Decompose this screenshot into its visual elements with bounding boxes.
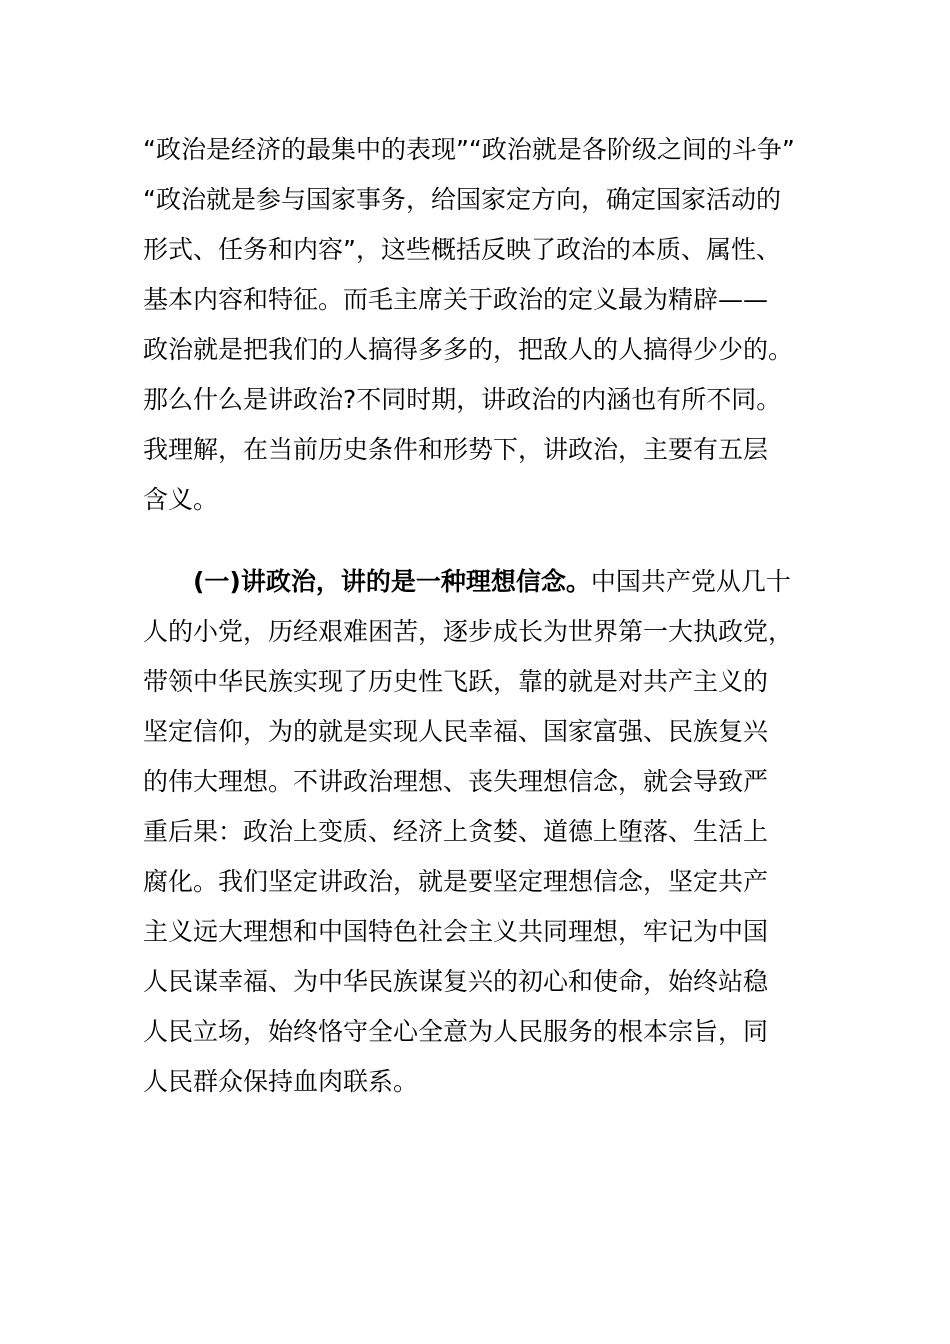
text-line: 重后果：政治上变质、经济上贪婪、道德上堕落、生活上 <box>143 817 769 846</box>
text-line: 的伟大理想。不讲政治理想、丧失理想信念，就会导致严 <box>143 767 769 796</box>
text-line: 含义。 <box>143 485 219 514</box>
text-line: 我理解，在当前历史条件和形势下，讲政治，主要有五层 <box>143 435 769 464</box>
text-line: 人民立场，始终恪守全心全意为人民服务的根本宗旨，同 <box>143 1017 769 1046</box>
text-line: 政治就是把我们的人搞得多多的，把敌人的人搞得少少的。 <box>143 335 794 364</box>
heading-continuation: 中国共产党从几十 <box>590 567 791 596</box>
paragraph-politics-definition <box>143 125 823 525</box>
paragraph-ideals-beliefs <box>143 557 823 1107</box>
text-line-first <box>143 557 823 607</box>
section-heading: (一)讲政治，讲的是一种理想信念。 <box>193 567 591 596</box>
text-line: 那么什么是讲政治?不同时期，讲政治的内涵也有所不同。 <box>143 385 782 414</box>
text-line: 人民群众保持血肉联系。 <box>143 1067 419 1096</box>
text-line: “政治是经济的最集中的表现”“政治就是各阶级之间的斗争” <box>143 135 795 164</box>
text-line: 人民谋幸福、为中华民族谋复兴的初心和使命，始终站稳 <box>143 967 769 996</box>
text-line: “政治就是参与国家事务，给国家定方向，确定国家活动的 <box>143 185 781 214</box>
text-line: 腐化。我们坚定讲政治，就是要坚定理想信念，坚定共产 <box>143 867 769 896</box>
text-line: 形式、任务和内容”，这些概括反映了政治的本质、属性、 <box>143 235 781 264</box>
text-line: 带领中华民族实现了历史性飞跃，靠的就是对共产主义的 <box>143 667 769 696</box>
text-line: 主义远大理想和中国特色社会主义共同理想，牢记为中国 <box>143 917 769 946</box>
text-line: 坚定信仰，为的就是实现人民幸福、国家富强、民族复兴 <box>143 717 769 746</box>
text-line: 基本内容和特征。而毛主席关于政治的定义最为精辟—— <box>143 285 769 314</box>
text-line: 人的小党，历经艰难困苦，逐步成长为世界第一大执政党， <box>143 617 794 646</box>
